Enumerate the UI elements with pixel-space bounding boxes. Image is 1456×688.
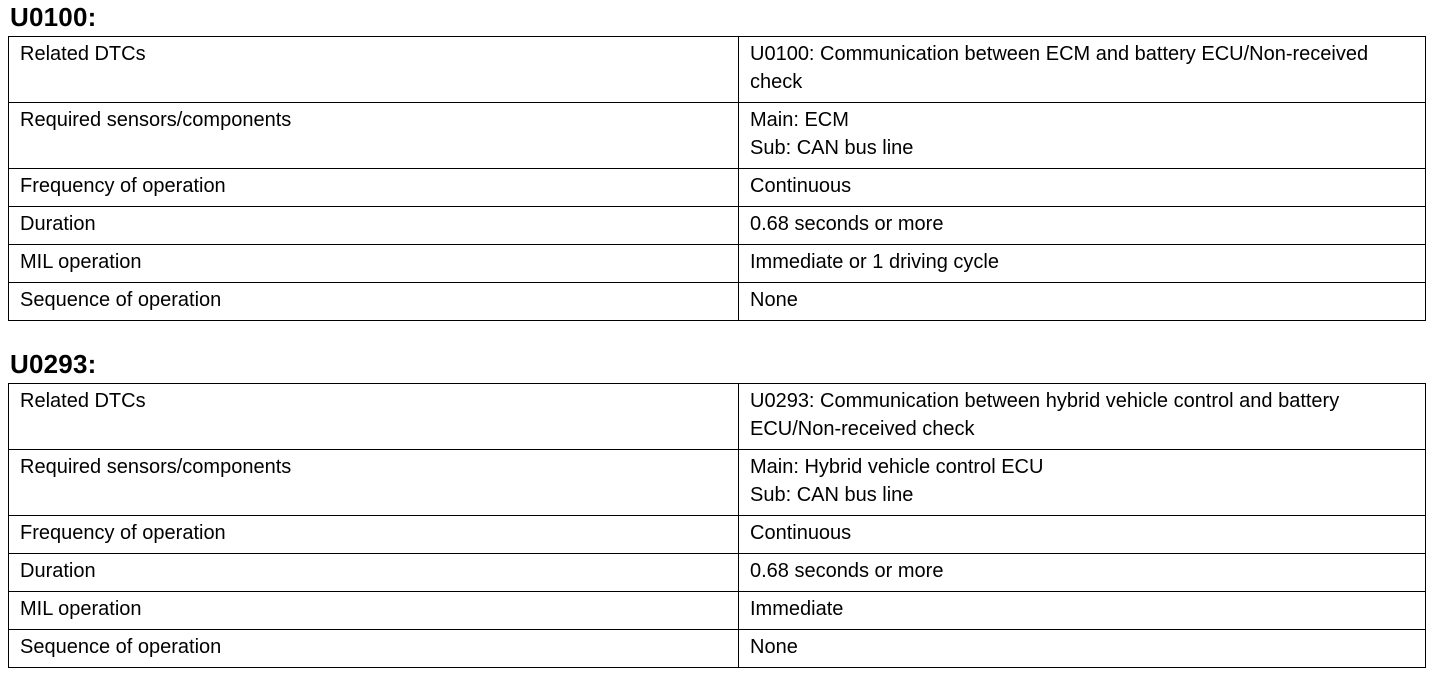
table-row: [9, 103, 1426, 169]
value-line: Continuous: [750, 522, 852, 544]
value-line: None: [750, 289, 798, 311]
dtc-section-u0100: [8, 2, 1426, 321]
row-value: [739, 245, 1426, 283]
spec-table: [8, 36, 1426, 321]
value-line: check: [750, 71, 803, 93]
row-label: Frequency of operation: [9, 169, 739, 207]
row-value: [739, 103, 1426, 169]
value-line: None: [750, 636, 798, 658]
table-row: [9, 207, 1426, 245]
table-row: [9, 384, 1426, 450]
table-row: [9, 630, 1426, 668]
row-label: Sequence of operation: [9, 283, 739, 321]
row-label: MIL operation: [9, 245, 739, 283]
table-row: [9, 592, 1426, 630]
row-value: [739, 450, 1426, 516]
value-line: U0293: Communication between hybrid vehicle control and battery: [750, 390, 1340, 412]
row-label: Related DTCs: [9, 37, 739, 103]
section-heading: U0100:: [10, 2, 97, 32]
value-line: Immediate or 1 driving cycle: [750, 251, 999, 273]
spec-table: [8, 383, 1426, 668]
value-line: Continuous: [750, 175, 852, 197]
table-row: [9, 283, 1426, 321]
value-line: ECU/Non-received check: [750, 418, 975, 440]
row-label: Related DTCs: [9, 384, 739, 450]
table-row: [9, 554, 1426, 592]
table-row: [9, 169, 1426, 207]
row-value: [739, 283, 1426, 321]
row-value: [739, 384, 1426, 450]
value-line: Sub: CAN bus line: [750, 137, 914, 159]
row-value: [739, 169, 1426, 207]
row-label: Required sensors/components: [9, 450, 739, 516]
row-label: Sequence of operation: [9, 630, 739, 668]
value-line: Immediate: [750, 598, 844, 620]
row-value: [739, 630, 1426, 668]
row-value: [739, 592, 1426, 630]
table-row: [9, 516, 1426, 554]
table-row: [9, 245, 1426, 283]
row-label: Required sensors/components: [9, 103, 739, 169]
value-line: Main: ECM: [750, 109, 849, 131]
value-line: U0100: Communication between ECM and battery ECU/Non-received: [750, 43, 1369, 65]
table-row: [9, 450, 1426, 516]
row-label: Duration: [9, 554, 739, 592]
value-line: Sub: CAN bus line: [750, 484, 914, 506]
table-row: [9, 37, 1426, 103]
value-line: 0.68 seconds or more: [750, 560, 944, 582]
row-value: [739, 516, 1426, 554]
dtc-section-u0293: [8, 349, 1426, 668]
row-value: [739, 554, 1426, 592]
value-line: 0.68 seconds or more: [750, 213, 944, 235]
row-value: [739, 37, 1426, 103]
section-heading: U0293:: [10, 349, 97, 379]
row-value: [739, 207, 1426, 245]
row-label: Duration: [9, 207, 739, 245]
row-label: MIL operation: [9, 592, 739, 630]
value-line: Main: Hybrid vehicle control ECU: [750, 456, 1044, 478]
row-label: Frequency of operation: [9, 516, 739, 554]
